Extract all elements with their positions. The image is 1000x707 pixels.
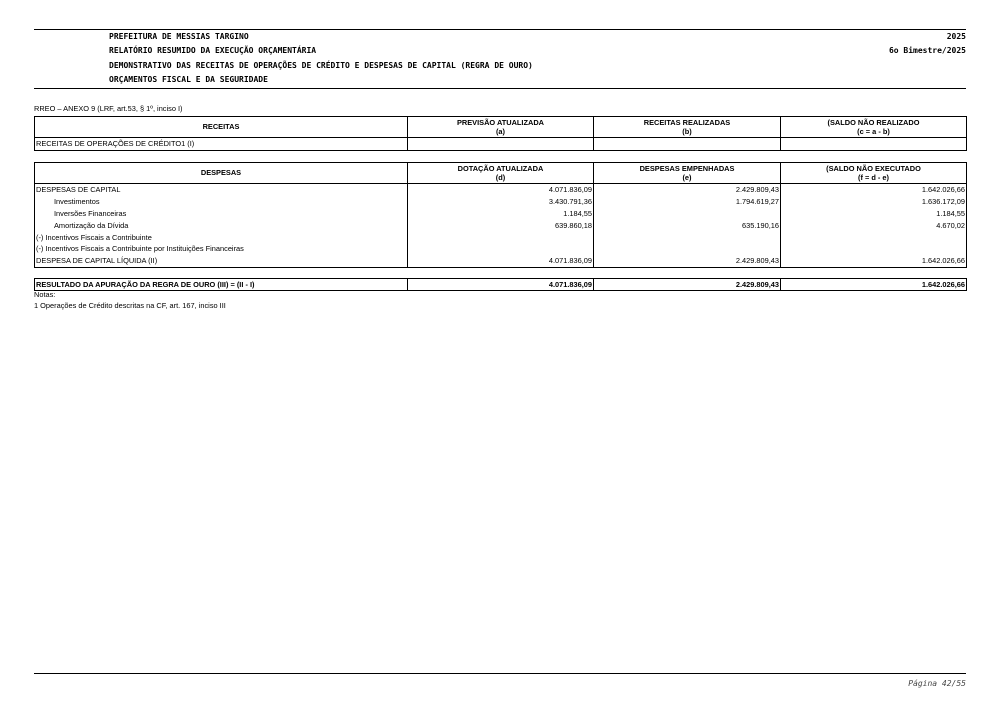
table-row bbox=[35, 196, 967, 208]
table-row bbox=[35, 231, 967, 243]
cell-d bbox=[408, 243, 594, 255]
receitas-col-header: RECEITAS bbox=[35, 117, 408, 138]
cell-d: 1.184,55 bbox=[408, 208, 594, 220]
receitas-table bbox=[34, 116, 967, 151]
row-label: (-) Incentivos Fiscais a Contribuinte bbox=[35, 231, 408, 243]
dotacao-col-header: DOTAÇÃO ATUALIZADA (d) bbox=[408, 163, 594, 184]
table-row bbox=[35, 208, 967, 220]
cell-f bbox=[781, 231, 967, 243]
resultado-row bbox=[35, 279, 967, 291]
cell-e: 2.429.809,43 bbox=[594, 255, 781, 267]
report-year: 2025 bbox=[946, 32, 966, 41]
cell-e bbox=[594, 208, 781, 220]
header-top-rule bbox=[34, 29, 966, 30]
resultado-table bbox=[34, 278, 967, 291]
resultado-label: RESULTADO DA APURAÇÃO DA REGRA DE OURO (III) = (II - I) bbox=[35, 279, 408, 291]
row-label: Investimentos bbox=[35, 196, 408, 208]
footer-rule bbox=[34, 673, 966, 674]
cell-f bbox=[781, 243, 967, 255]
cell-d: 4.071.836,09 bbox=[408, 184, 594, 196]
report-scope: ORÇAMENTOS FISCAL E DA SEGURIDADE bbox=[109, 75, 268, 84]
cell-e: 2.429.809,43 bbox=[594, 184, 781, 196]
report-period: 6o Bimestre/2025 bbox=[888, 46, 966, 55]
cell-b bbox=[594, 138, 781, 151]
cell-e: 1.794.619,27 bbox=[594, 196, 781, 208]
cell-c bbox=[781, 138, 967, 151]
header-bottom-rule bbox=[34, 88, 966, 89]
table-row bbox=[35, 138, 967, 151]
report-title: RELATÓRIO RESUMIDO DA EXECUÇÃO ORÇAMENTÁRIA bbox=[109, 46, 317, 55]
table-row bbox=[35, 219, 967, 231]
resultado-e: 2.429.809,43 bbox=[594, 279, 781, 291]
municipality-name: PREFEITURA DE MESSIAS TARGINO bbox=[109, 32, 249, 41]
row-label: DESPESAS DE CAPITAL bbox=[35, 184, 408, 196]
cell-f: 1.642.026,66 bbox=[781, 255, 967, 267]
resultado-f: 1.642.026,66 bbox=[781, 279, 967, 291]
despesas-header-row bbox=[35, 163, 967, 184]
note-item: 1 Operações de Crédito descritas na CF, art. 167, inciso III bbox=[34, 301, 226, 310]
empenhadas-col-header: DESPESAS EMPENHADAS (e) bbox=[594, 163, 781, 184]
row-label: RECEITAS DE OPERAÇÕES DE CRÉDITO1 (I) bbox=[35, 138, 408, 151]
despesas-table bbox=[34, 162, 967, 268]
row-label: Amortização da Dívida bbox=[35, 219, 408, 231]
cell-f: 4.670,02 bbox=[781, 219, 967, 231]
despesas-col-header: DESPESAS bbox=[35, 163, 408, 184]
cell-f: 1.184,55 bbox=[781, 208, 967, 220]
cell-e bbox=[594, 231, 781, 243]
realizadas-col-header: RECEITAS REALIZADAS (b) bbox=[594, 117, 781, 138]
table-row bbox=[35, 243, 967, 255]
cell-f: 1.642.026,66 bbox=[781, 184, 967, 196]
receitas-header-row bbox=[35, 117, 967, 138]
table-row bbox=[35, 184, 967, 196]
resultado-d: 4.071.836,09 bbox=[408, 279, 594, 291]
page-number: Página 42/55 bbox=[908, 679, 966, 688]
cell-d: 639.860,18 bbox=[408, 219, 594, 231]
cell-e: 635.190,16 bbox=[594, 219, 781, 231]
cell-d: 3.430.791,36 bbox=[408, 196, 594, 208]
row-label: DESPESA DE CAPITAL LÍQUIDA (II) bbox=[35, 255, 408, 267]
cell-d: 4.071.836,09 bbox=[408, 255, 594, 267]
saldo-nao-executado-col-header: (SALDO NÃO EXECUTADO (f = d - e) bbox=[781, 163, 967, 184]
cell-f: 1.636.172,09 bbox=[781, 196, 967, 208]
saldo-nao-realizado-col-header: (SALDO NÃO REALIZADO (c = a - b) bbox=[781, 117, 967, 138]
cell-d bbox=[408, 231, 594, 243]
table-row bbox=[35, 255, 967, 267]
cell-e bbox=[594, 243, 781, 255]
row-label: Inversões Financeiras bbox=[35, 208, 408, 220]
report-subtitle: DEMONSTRATIVO DAS RECEITAS DE OPERAÇÕES DE CRÉDITO E DESPESAS DE CAPITAL (REGRA DE OURO) bbox=[109, 61, 533, 70]
previsao-col-header: PREVISÃO ATUALIZADA (a) bbox=[408, 117, 594, 138]
cell-a bbox=[408, 138, 594, 151]
notes-title: Notas: bbox=[34, 290, 56, 299]
annex-label: RREO – ANEXO 9 (LRF, art.53, § 1º, inciso I) bbox=[34, 104, 183, 113]
row-label: (-) Incentivos Fiscais a Contribuinte por Instituições Financeiras bbox=[35, 243, 408, 255]
